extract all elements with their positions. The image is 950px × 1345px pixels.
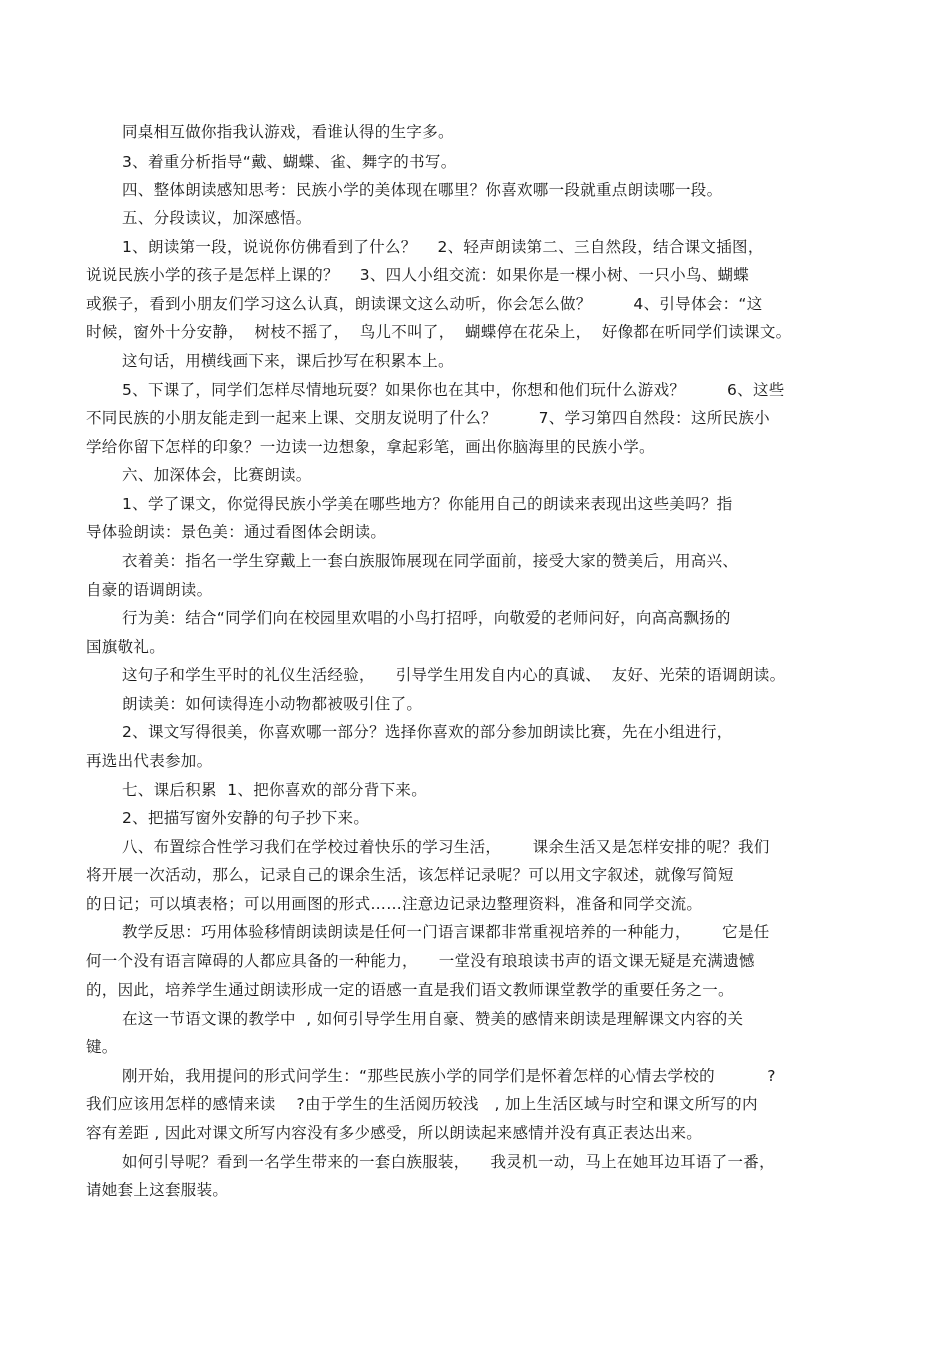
text-line: 朗读美：如何读得连小动物都被吸引住了。 bbox=[122, 695, 423, 713]
text-line: 衣着美：指名一学生穿戴上一套白族服饰展现在同学面前，接受大家的赞美后，用高兴、 bbox=[122, 552, 739, 570]
section-heading: 七、课后积累 1、把你喜欢的部分背下来。 bbox=[122, 781, 428, 799]
text-line: 在这一节语文课的教学中 , 如何引导学生用自豪、赞美的感情来朗读是理解课文内容的关 bbox=[122, 1010, 744, 1028]
text-line: 5、下课了，同学们怎样尽情地玩耍？如果你也在其中，你想和他们玩什么游戏？ 6、这些 bbox=[122, 381, 785, 399]
text-line: 将开展一次活动，那么，记录自己的课余生活，该怎样记录呢？可以用文字叙述，就像写简短 bbox=[86, 866, 734, 884]
text-line: 教学反思：巧用体验移情朗读朗读是任何一门语言课都非常重视培养的一种能力， 它是任 bbox=[122, 923, 770, 941]
text-line: 国旗敬礼。 bbox=[86, 638, 166, 656]
text-line: 或猴子，看到小朋友们学习这么认真，朗读课文这么动听，你会怎么做？ 4、引导体会：“这 bbox=[86, 295, 763, 313]
text-line: 容有差距 , 因此对课文所写内容没有多少感受，所以朗读起来感情并没有真正表达出来。 bbox=[86, 1124, 703, 1142]
text-line: 时候，窗外十分安静， 树枝不摇了， 鸟儿不叫了， 蝴蝶停在花朵上， 好像都在听同学们读课文。 bbox=[86, 323, 792, 341]
text-line: 四、整体朗读感知思考：民族小学的美体现在哪里？你喜欢哪一段就重点朗读哪一段。 bbox=[122, 181, 723, 199]
text-line: 学给你留下怎样的印象？一边读一边想象，拿起彩笔，画出你脑海里的民族小学。 bbox=[86, 438, 655, 456]
section-heading: 五、分段读议，加深感悟。 bbox=[122, 209, 312, 227]
text-line: 2、把描写窗外安静的句子抄下来。 bbox=[122, 809, 370, 827]
text-line: 这句子和学生平时的礼仪生活经验， 引导学生用发自内心的真诚、 友好、光荣的语调朗读。 bbox=[122, 666, 786, 684]
text-line: 请她套上这套服装。 bbox=[86, 1181, 229, 1199]
text-line: 再选出代表参加。 bbox=[86, 752, 213, 770]
text-line: 何一个没有语言障碍的人都应具备的一种能力， 一堂没有琅琅读书声的语文课无疑是充满遗憾 bbox=[86, 952, 755, 970]
text-line: 不同民族的小朋友能走到一起来上课、交朋友说明了什么？ 7、学习第四自然段：这所民族小 bbox=[86, 409, 770, 427]
text-line: 我们应该用怎样的感情来读 ?由于学生的生活阅历较浅 , 加上生活区域与时空和课文所写的内 bbox=[86, 1095, 758, 1113]
text-line: 同桌相互做你指我认游戏，看谁认得的生字多。 bbox=[122, 123, 454, 141]
text-line: 自豪的语调朗读。 bbox=[86, 581, 213, 599]
section-heading: 六、加深体会，比赛朗读。 bbox=[122, 466, 312, 484]
section-heading: 八、布置综合性学习我们在学校过着快乐的学习生活， 课余生活又是怎样安排的呢？我们 bbox=[122, 838, 770, 856]
text-line: 1、学了课文，你觉得民族小学美在哪些地方？你能用自己的朗读来表现出这些美吗？指 bbox=[122, 495, 733, 513]
text-line: 2、课文写得很美，你喜欢哪一部分？选择你喜欢的部分参加朗读比赛，先在小组进行， bbox=[122, 723, 733, 741]
text-line: 行为美：结合“同学们向在校园里欢唱的小鸟打招呼，向敬爱的老师问好，向高高飘扬的 bbox=[122, 609, 731, 627]
text-line: 如何引导呢？看到一名学生带来的一套白族服装， 我灵机一动，马上在她耳边耳语了一番， bbox=[122, 1153, 775, 1171]
text-line: 的日记；可以填表格；可以用画图的形式……注意边记录边整理资料，准备和同学交流。 bbox=[86, 895, 703, 913]
text-line: 说说民族小学的孩子是怎样上课的？ 3、四人小组交流：如果你是一棵小树、一只小鸟、蝴蝶 bbox=[86, 266, 750, 284]
text-line: 刚开始，我用提问的形式问学生：“那些民族小学的同学们是怀着怎样的心情去学校的 ? bbox=[122, 1067, 776, 1085]
text-line: 这句话，用横线画下来，课后抄写在积累本上。 bbox=[122, 352, 454, 370]
text-line: 键。 bbox=[86, 1038, 118, 1056]
text-line: 1、朗读第一段，说说你仿佛看到了什么？ 2、轻声朗读第二、三自然段，结合课文插图， bbox=[122, 238, 764, 256]
text-line: 3、着重分析指导“戴、蝴蝶、雀、舞字的书写。 bbox=[122, 153, 457, 171]
text-line: 的，因此，培养学生通过朗读形成一定的语感一直是我们语文教师课堂教学的重要任务之一。 bbox=[86, 981, 734, 999]
text-line: 导体验朗读：景色美：通过看图体会朗读。 bbox=[86, 523, 387, 541]
